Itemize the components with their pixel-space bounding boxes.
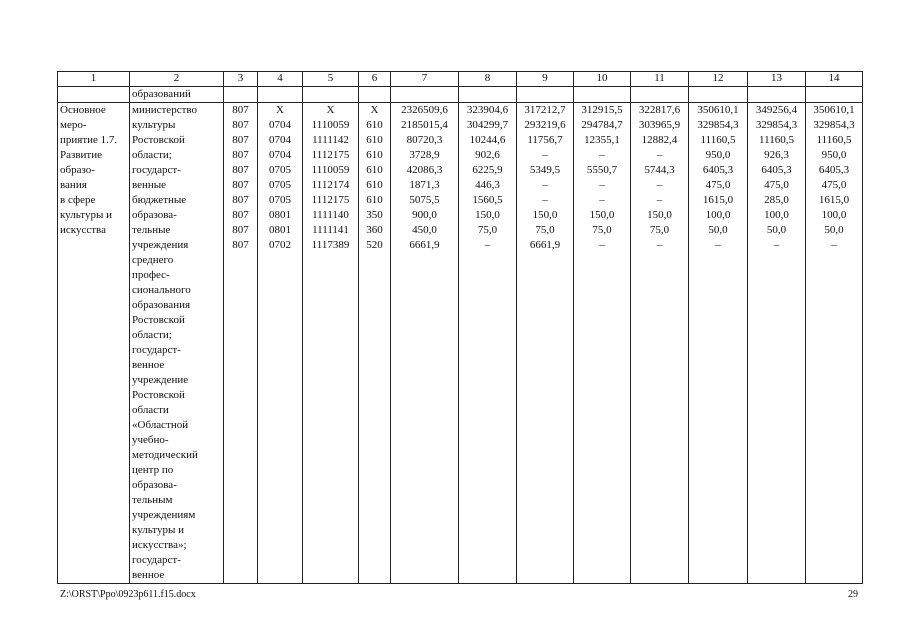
cell-line: 100,0 <box>821 209 847 221</box>
cell-line: X <box>370 104 379 116</box>
cell-line: 349256,4 <box>755 104 798 116</box>
cell-line: 1560,5 <box>472 194 503 206</box>
cell-line: – <box>831 239 837 251</box>
cell-line: 807 <box>232 119 249 131</box>
cell-line: 807 <box>232 164 249 176</box>
cell-line: области <box>132 404 169 416</box>
cell-line: венные <box>132 179 167 191</box>
cell-line: 350610,1 <box>813 104 855 116</box>
cell-line: 360 <box>366 224 383 236</box>
cell-line: 610 <box>366 134 383 146</box>
cell-line: 42086,3 <box>406 164 443 176</box>
measure-row <box>58 103 863 584</box>
cell-line: 807 <box>232 209 249 221</box>
cell-line: 5550,7 <box>586 164 618 176</box>
cell-line: X <box>276 104 284 116</box>
cell-line: 6405,3 <box>702 164 734 176</box>
year-2014-cell <box>459 103 517 584</box>
cell-line: 2326509,6 <box>401 104 448 116</box>
cell-line: – <box>656 149 663 161</box>
cell-line: тельные <box>132 224 171 236</box>
cell-line: профес- <box>132 269 170 281</box>
cell-line: 350 <box>366 209 383 221</box>
cell-line: – <box>599 194 605 206</box>
cell-line: X <box>326 104 335 116</box>
cell-line: 475,0 <box>705 179 731 191</box>
cell-line: 807 <box>232 104 249 116</box>
cell-line: 1111141 <box>312 224 349 236</box>
cell-line: вания <box>60 179 87 191</box>
cell-line: 926,3 <box>764 149 789 161</box>
cell-line: 150,0 <box>532 209 558 221</box>
cell-line: 900,0 <box>412 209 437 221</box>
header-cell: 6 <box>359 72 391 87</box>
carry-over-text: образований <box>130 87 224 103</box>
cell-line: 5744,3 <box>644 164 675 176</box>
cell-line: 312915,5 <box>581 104 623 116</box>
cell-line: 0705 <box>269 164 291 176</box>
cell-line: 10244,6 <box>469 134 506 146</box>
cell-line: 0704 <box>269 134 291 146</box>
cell-line: Основное <box>60 104 106 116</box>
cell-line: меро- <box>60 119 87 131</box>
rzpr-cell <box>258 103 303 584</box>
cell-line: 1111142 <box>312 134 349 146</box>
cell-line: – <box>656 179 663 191</box>
header-cell: 14 <box>806 72 863 87</box>
cell-line: 1110059 <box>311 164 350 176</box>
cell-line: сионального <box>132 284 191 296</box>
year-2016-cell <box>574 103 631 584</box>
cell-line: Ростовской <box>132 314 185 326</box>
cell-line: 0801 <box>269 209 291 221</box>
cell-line: образования <box>132 299 191 311</box>
cell-line: культуры <box>132 119 176 131</box>
cell-line: министерство <box>132 104 198 116</box>
cell-line: приятие 1.7. <box>60 134 118 146</box>
header-cell: 13 <box>748 72 806 87</box>
cell-line: – <box>542 179 548 191</box>
cell-line: бюджетные <box>132 194 187 206</box>
cell-line: 75,0 <box>592 224 612 236</box>
header-cell: 4 <box>258 72 303 87</box>
cell-line: 6661,9 <box>409 239 440 251</box>
cell-line: 0704 <box>269 119 291 131</box>
header-cell: 11 <box>631 72 689 87</box>
total-cell <box>391 103 459 584</box>
cell-line: 322817,6 <box>638 104 681 116</box>
cell-line: – <box>773 239 780 251</box>
cell-line: 475,0 <box>821 179 847 191</box>
cell-line: Развитие <box>60 149 103 161</box>
cell-line: тельным <box>132 494 173 506</box>
cell-line: 0704 <box>269 149 291 161</box>
cell-line: – <box>542 194 548 206</box>
year-2018-cell <box>689 103 748 584</box>
measure-name-cell <box>58 103 130 584</box>
cell-line: Ростовской <box>132 134 185 146</box>
cell-line: Ростовской <box>132 389 185 401</box>
cell-line: государст- <box>132 164 181 176</box>
cell-line: 304299,7 <box>466 119 509 131</box>
header-cell: 9 <box>517 72 574 87</box>
cell-line: 450,0 <box>412 224 437 236</box>
cell-line: 807 <box>232 179 249 191</box>
cell-line: 150,0 <box>475 209 500 221</box>
carry-over-row <box>58 87 863 103</box>
grbs-cell <box>224 103 258 584</box>
cell-line: 6405,3 <box>761 164 792 176</box>
cell-line: области; <box>132 149 172 161</box>
header-cell: 1 <box>58 72 130 87</box>
cell-line: 329854,3 <box>755 119 798 131</box>
cell-line: 285,0 <box>764 194 789 206</box>
cell-line: 6405,3 <box>818 164 850 176</box>
cell-line: 950,0 <box>821 149 847 161</box>
header-cell: 5 <box>303 72 359 87</box>
cell-line: 0702 <box>269 239 291 251</box>
page-number: 29 <box>848 589 858 600</box>
cell-line: венное <box>132 569 165 581</box>
cell-line: 75,0 <box>649 224 670 236</box>
cell-line: 1871,3 <box>409 179 440 191</box>
cell-line: 11160,5 <box>759 134 794 146</box>
cell-line: 293219,6 <box>524 119 566 131</box>
cell-line: 1112174 <box>311 179 350 191</box>
cell-line: 75,0 <box>477 224 498 236</box>
cell-line: 475,0 <box>764 179 789 191</box>
budget-table <box>57 71 863 584</box>
file-path: Z:\ORST\Ppo\0923p611.f15.docx <box>60 589 196 600</box>
cell-line: образо- <box>60 164 95 176</box>
cell-line: 807 <box>232 224 249 236</box>
cell-line: 446,3 <box>475 179 500 191</box>
cell-line: 1615,0 <box>702 194 734 206</box>
cell-line: учебно- <box>132 434 169 446</box>
cell-line: 6225,9 <box>472 164 503 176</box>
cell-line: 1110059 <box>311 119 350 131</box>
cell-line: искусства»; <box>132 539 187 551</box>
cell-line: 12882,4 <box>641 134 678 146</box>
cell-line: 100,0 <box>705 209 731 221</box>
cell-line: 2185015,4 <box>401 119 448 131</box>
cell-line: 317212,7 <box>524 104 566 116</box>
cell-line: 350610,1 <box>697 104 739 116</box>
cell-line: 1112175 <box>311 194 350 206</box>
header-cell: 2 <box>130 72 224 87</box>
year-2020-cell <box>806 103 863 584</box>
cell-line: 950,0 <box>705 149 731 161</box>
cell-line: – <box>715 239 721 251</box>
cell-line: 0705 <box>269 179 291 191</box>
cell-line: 807 <box>232 239 249 251</box>
cell-line: 329854,3 <box>813 119 855 131</box>
cell-line: 50,0 <box>766 224 787 236</box>
cell-line: – <box>599 149 605 161</box>
cell-line: образова- <box>132 479 177 491</box>
cell-line: учреждения <box>132 239 189 251</box>
cell-line: 3728,9 <box>409 149 440 161</box>
year-2019-cell <box>748 103 806 584</box>
cell-line: – <box>484 239 491 251</box>
cell-line: 5075,5 <box>409 194 440 206</box>
cell-line: 610 <box>366 194 383 206</box>
cell-line: венное <box>132 359 165 371</box>
vr-cell <box>359 103 391 584</box>
header-cell: 3 <box>224 72 258 87</box>
header-cell: 10 <box>574 72 631 87</box>
cell-line: 11756,7 <box>527 134 563 146</box>
cell-line: 294784,7 <box>581 119 623 131</box>
cell-line: в сфере <box>60 194 96 206</box>
cell-line: – <box>542 149 548 161</box>
cell-line: 50,0 <box>708 224 728 236</box>
cell-line: 1117389 <box>311 239 350 251</box>
cell-line: 150,0 <box>589 209 615 221</box>
cell-line: 12355,1 <box>584 134 620 146</box>
cell-empty <box>58 87 130 103</box>
year-2017-cell <box>631 103 689 584</box>
cell-line: культуры и <box>60 209 112 221</box>
cell-line: 5349,5 <box>529 164 561 176</box>
executor-cell <box>130 103 224 584</box>
cell-line: учреждениям <box>132 509 196 521</box>
cell-line: – <box>599 179 605 191</box>
cell-line: среднего <box>132 254 174 266</box>
cell-line: 1615,0 <box>818 194 850 206</box>
cell-line: 807 <box>232 149 249 161</box>
cell-line: государст- <box>132 554 181 566</box>
cell-line: 807 <box>232 194 249 206</box>
header-row <box>58 72 863 87</box>
cell-line: учреждение <box>132 374 189 386</box>
cell-line: образова- <box>132 209 177 221</box>
cell-line: 100,0 <box>764 209 789 221</box>
cell-line: области; <box>132 329 172 341</box>
cell-line: 50,0 <box>824 224 844 236</box>
cell-line: 0705 <box>269 194 291 206</box>
cell-line: 11160,5 <box>700 134 736 146</box>
cell-line: 902,6 <box>475 149 500 161</box>
cell-line: 610 <box>366 179 383 191</box>
cell-line: – <box>656 194 663 206</box>
cell-line: методический <box>132 449 198 461</box>
cell-line: 150,0 <box>647 209 672 221</box>
cell-line: 80720,3 <box>406 134 443 146</box>
year-2015-cell <box>517 103 574 584</box>
cell-line: 610 <box>366 149 383 161</box>
cell-line: культуры и <box>132 524 184 536</box>
cell-line: – <box>656 239 663 251</box>
cell-line: 323904,6 <box>466 104 509 116</box>
cell-line: «Областной <box>132 419 189 431</box>
cell-line: 1111140 <box>312 209 349 221</box>
cell-line: центр по <box>132 464 174 476</box>
cell-line: 11160,5 <box>816 134 852 146</box>
cell-line: 303965,9 <box>638 119 681 131</box>
cell-line: 6661,9 <box>529 239 561 251</box>
cell-line: 75,0 <box>535 224 555 236</box>
cell-line: – <box>599 239 605 251</box>
cell-line: 329854,3 <box>697 119 739 131</box>
cell-line: государст- <box>132 344 181 356</box>
cell-line: 610 <box>366 119 383 131</box>
cell-line: искусства <box>60 224 106 236</box>
cell-line: 520 <box>366 239 383 251</box>
csr-cell <box>303 103 359 584</box>
header-cell: 12 <box>689 72 748 87</box>
cell-line: 1112175 <box>311 149 350 161</box>
header-cell: 7 <box>391 72 459 87</box>
cell-line: 610 <box>366 164 383 176</box>
cell-line: 807 <box>232 134 249 146</box>
header-cell: 8 <box>459 72 517 87</box>
cell-line: 0801 <box>269 224 291 236</box>
